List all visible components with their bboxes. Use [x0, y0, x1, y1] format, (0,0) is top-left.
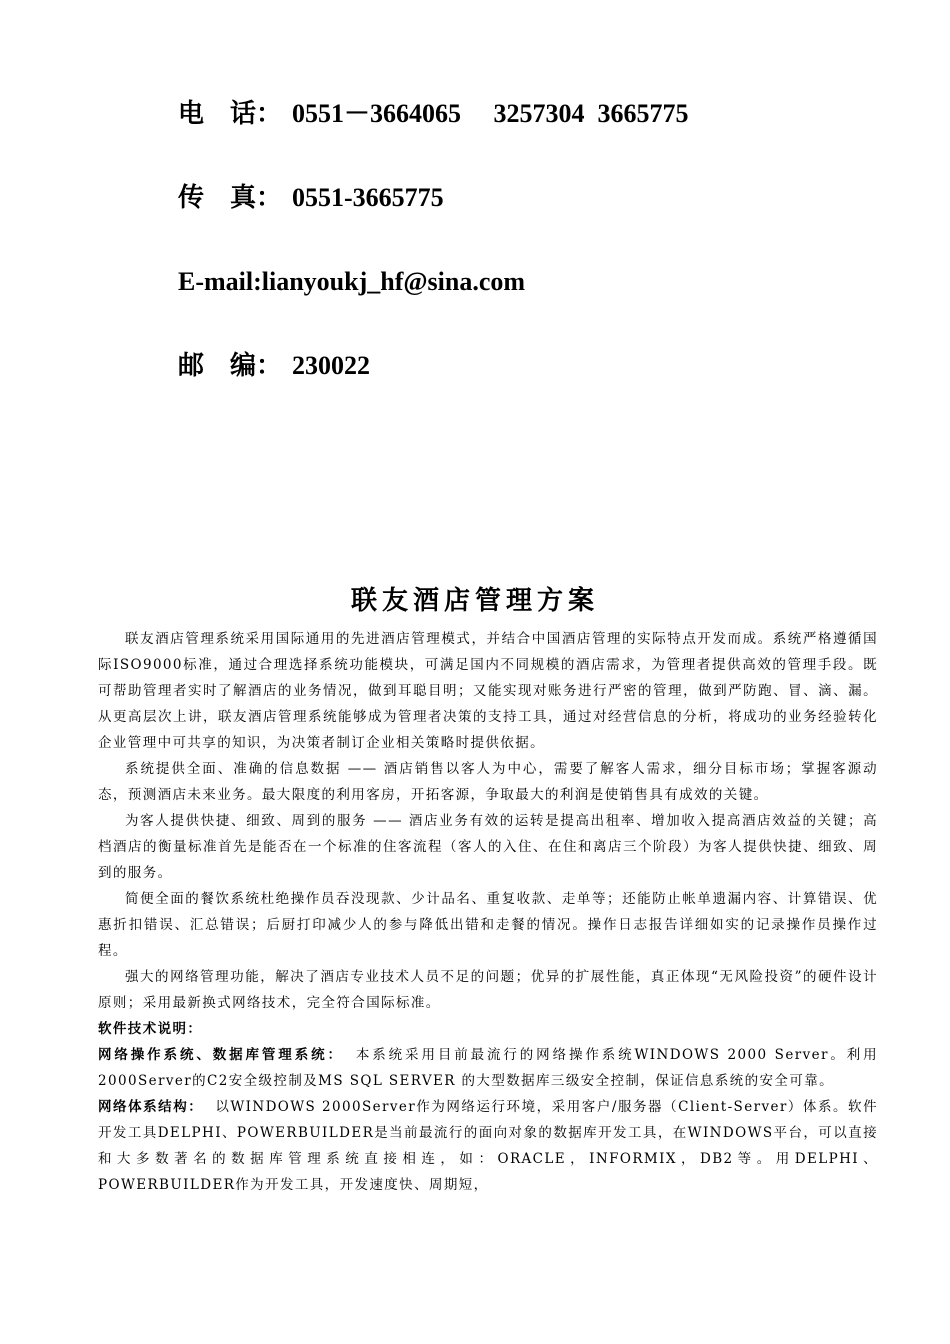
- email-label: E-mail:: [178, 267, 262, 296]
- email-line: [178, 266, 525, 298]
- tech-item-lead: 网络体系结构：: [98, 1099, 204, 1115]
- postal-value: 230022: [292, 351, 370, 380]
- phone-label: 电 话：: [178, 99, 283, 128]
- postal-line: [178, 350, 370, 382]
- fax-value: 0551-3665775: [292, 183, 444, 212]
- tech-heading: 软件技术说明：: [98, 1021, 203, 1037]
- postal-label: 邮 编：: [178, 351, 283, 380]
- tech-item-text: 本系统采用目前最流行的网络操作系统WINDOWS 2000 Server。利用2000Server的C2安全级控制及MS SQL SERVER 的大型数据库三级安全控制，保证信息系统的安全可靠。: [98, 1047, 879, 1089]
- paragraph-intro: 联友酒店管理系统采用国际通用的先进酒店管理模式，并结合中国酒店管理的实际特点开发而成。系统严格遵循国际ISO9000标准，通过合理选择系统功能模块，可满足国内不同规模的酒店需求，为管理者提供高效的管理手段。既可帮助管理者实时了解酒店的业务情况，做到耳聪目明；又能实现对账务进行严密的管理，做到严防跑、冒、滴、漏。从更高层次上讲，联友酒店管理系统能够成为管理者决策的支持工具，通过对经营信息的分析，将成功的业务经验转化企业管理中可共享的知识，为决策者制订企业相关策略时提供依据。: [98, 631, 878, 751]
- document-title: 联友酒店管理方案: [350, 586, 599, 616]
- paragraph-service: 为客人提供快捷、细致、周到的服务 —— 酒店业务有效的运转是提高出租率、增加收入提高酒店效益的关键；高档酒店的衡量标准首先是能否在一个标准的住客流程（客人的入住、在住和离店三个阶段）为客人提供快捷、细致、周到的服务。: [98, 813, 878, 881]
- tech-item-text: 以WINDOWS 2000Server作为网络运行环境，采用客户/服务器（Client-Server）体系。软件开发工具DELPHI、POWERBUILDER是当前最流行的面向对象的数据库开发工具，在WINDOWS平台，可以直接和大多数著名的数据库管理系统直接相连，如：ORACLE，INFORMIX，DB2等。用DELPHI、POWERBUILDER作为开发工具，开发速度快、周期短，: [98, 1099, 878, 1193]
- paragraph-network: 强大的网络管理功能，解决了酒店专业技术人员不足的问题；优异的扩展性能，真正体现“无风险投资”的硬件设计原则；采用最新换式网络技术，完全符合国际标准。: [98, 969, 878, 1011]
- phone-line: [178, 98, 689, 130]
- tech-section: [98, 1042, 878, 1198]
- document-body: [98, 626, 878, 1198]
- email-value: lianyoukj_hf@sina.com: [261, 267, 526, 296]
- phone-value: 0551－3664065 3257304 3665775: [292, 99, 689, 128]
- tech-item: [98, 1042, 878, 1094]
- tech-item-lead: 网络操作系统、数据库管理系统：: [98, 1047, 344, 1063]
- fax-label: 传 真：: [178, 183, 283, 212]
- paragraph-dining: 简便全面的餐饮系统杜绝操作员吞没现款、少计品名、重复收款、走单等；还能防止帐单遗漏内容、计算错误、优惠折扣错误、汇总错误；后厨打印减少人的参与降低出错和走餐的情况。操作日志报告详细如实的记录操作员操作过程。: [98, 891, 878, 959]
- tech-item: [98, 1094, 878, 1198]
- fax-line: [178, 182, 444, 214]
- paragraph-info-data: 系统提供全面、准确的信息数据 —— 酒店销售以客人为中心，需要了解客人需求，细分目标市场；掌握客源动态，预测酒店未来业务。最大限度的利用客房，开拓客源，争取最大的利润是使销售具有成效的关键。: [98, 761, 878, 803]
